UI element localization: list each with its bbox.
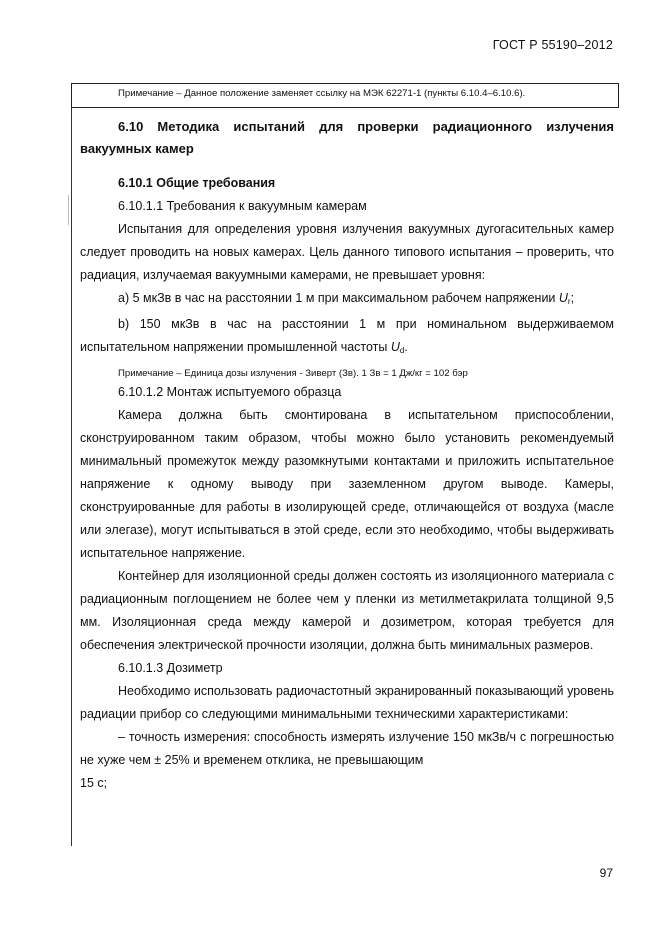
- clause-title: 6.10.1.1 Требования к вакуумным камерам: [118, 199, 367, 213]
- list-item-a: а) 5 мкЗв в час на расстоянии 1 м при максимальном рабочем напряжении $U_r$;: [118, 291, 575, 306]
- paragraph-end: 15 с;: [80, 776, 108, 790]
- paragraph: Камера должна быть смонтирована в испытательном приспособлении, сконструированном таким образом, чтобы можно было установить рекомендуемый минимальный промежуток между разомкнутыми контактами и приложить испытательное напряжение к одному выводу при заземленном другом выводе. Камеры, сконструированные для работы в изолирующей среде, отличающейся от воздуха (масле или элегазе), могут испытываться в этой среде, если это необходимо, чтобы выдерживать испытательное напряжение.: [80, 408, 614, 560]
- note: Примечание – Единица дозы излучения - Зиверт (Зв). 1 Зв = 1 Дж/кг = 102 бэр: [118, 368, 468, 379]
- left-margin-rule: [71, 108, 72, 846]
- clause-title: 6.10.1.2 Монтаж испытуемого образца: [118, 385, 342, 399]
- standard-header: ГОСТ Р 55190–2012: [492, 38, 613, 52]
- note-box: Примечание – Данное положение заменяет ссылку на МЭК 62271-1 (пункты 6.10.4–6.10.6).: [71, 83, 619, 108]
- paragraph: – точность измерения: способность измерять излучение 150 мкЗв/ч с погрешностью не хуже чем ± 25% и временем отклика, не превышающим: [80, 730, 614, 767]
- main-content: [80, 116, 614, 795]
- paragraph: Необходимо использовать радиочастотный экранированный показывающий уровень радиации прибор со следующими минимальными техническими характеристиками:: [80, 684, 614, 721]
- section-title: 6.10 Методика испытаний для проверки радиационного излучения вакуумных камер: [80, 119, 614, 156]
- list-item-b: b) 150 мкЗв в час на расстоянии 1 м при номинальном выдерживаемом испытательном напряжении промышленной частоты $U_d$.: [80, 317, 614, 355]
- paragraph: Контейнер для изоляционной среды должен состоять из изоляционного материала с радиационным поглощением не более чем у пленки из метилметакрилата толщиной 9,5 мм. Изоляционная среда между камерой и дозиметром, которая требуется для обеспечения электрической прочности изоляции, должна быть минимальных размеров.: [80, 569, 614, 652]
- clause-title: 6.10.1.3 Дозиметр: [118, 661, 223, 675]
- subsection-title: 6.10.1 Общие требования: [118, 176, 276, 190]
- paragraph: Испытания для определения уровня излучения вакуумных дугогасительных камер следует проводить на новых камерах. Цель данного типового испытания – проверить, что радиация, излучаемая вакуумными камерами, не превышает уровня:: [80, 222, 614, 282]
- page-number: 97: [599, 866, 613, 880]
- margin-mark: [68, 195, 69, 225]
